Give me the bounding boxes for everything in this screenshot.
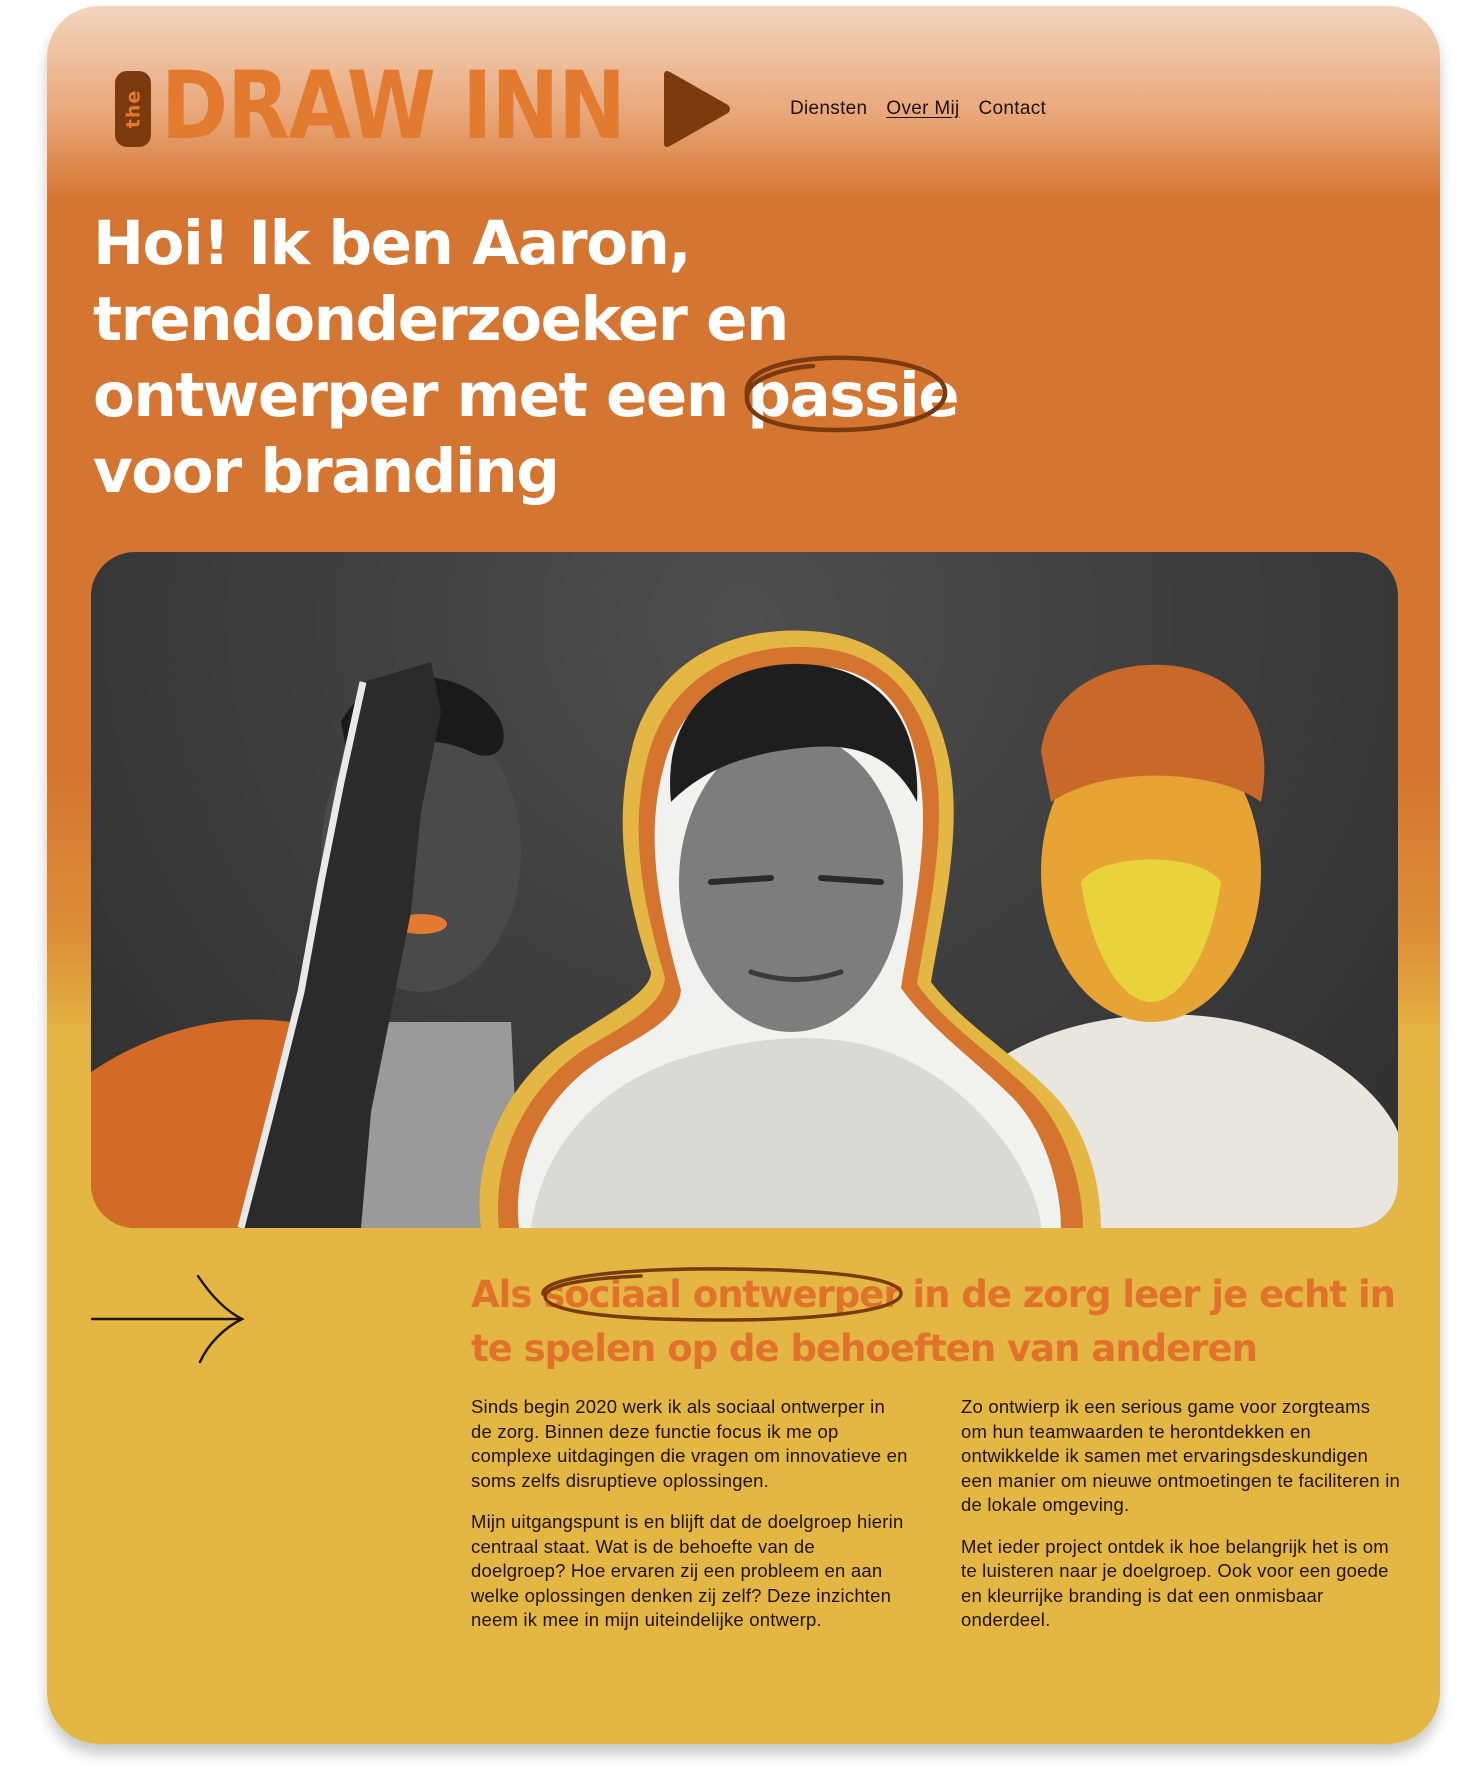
page-frame <box>47 6 1440 1744</box>
logo-prefix-badge <box>115 71 151 147</box>
logo-wordmark: DRAW INN <box>161 52 626 161</box>
main-nav <box>790 98 1046 120</box>
arrow-right-icon <box>90 1274 245 1364</box>
hero-headline-highlight <box>747 358 958 434</box>
about-subheading <box>471 1268 1401 1376</box>
about-column-right <box>961 1395 1401 1650</box>
play-icon <box>660 69 732 149</box>
subheading-highlight <box>543 1268 900 1322</box>
hero-headline-end: voor branding <box>93 436 559 507</box>
site-logo[interactable] <box>115 52 735 161</box>
hero-headline-start: Hoi! Ik ben Aaron, trendonderzoeker en ontwerper met een <box>93 208 788 431</box>
about-column-left <box>471 1395 911 1650</box>
about-paragraph: Met ieder project ontdek ik hoe belangrijk het is om te luisteren naar je doelgroep. Ook voor een goede en kleurrijke branding is dat een onmisbaar onderdeel. <box>961 1535 1389 1630</box>
hero-headline <box>93 206 1093 510</box>
logo-prefix: the <box>122 89 144 129</box>
about-paragraph: Sinds begin 2020 werk ik als sociaal ontwerper in de zorg. Binnen deze functie focus ik me op complexe uitdagingen die vragen om innovatieve en soms zelfs disruptieve oplossingen. <box>471 1396 908 1491</box>
subheading-end: in de zorg leer je echt in te spelen op de behoeften van anderen <box>471 1273 1396 1370</box>
portrait-collage <box>91 552 1398 1228</box>
about-paragraph: Zo ontwierp ik een serious game voor zorgteams om hun teamwaarden te herontdekken en ontwikkelde ik samen met ervaringsdeskundigen een manier om nieuwe ontmoetingen te faciliteren in de lokale omgeving. <box>961 1396 1401 1515</box>
about-paragraph: Mijn uitgangspunt is en blijft dat de doelgroep hierin centraal staat. Wat is de behoefte van de doelgroep? Hoe ervaren zij een probleem en aan welke oplossingen denken zij zelf? Deze inzichten neem ik mee in mijn uiteindelijke ontwerp. <box>471 1511 904 1630</box>
highlight-phrase: sociaal ontwerper <box>543 1273 901 1316</box>
subheading-start: Als <box>471 1273 544 1316</box>
highlight-word: passie <box>747 360 959 431</box>
hero-image <box>91 552 1398 1228</box>
nav-contact[interactable]: Contact <box>978 98 1047 119</box>
nav-over-mij[interactable]: Over Mij <box>886 98 960 119</box>
nav-diensten[interactable]: Diensten <box>790 98 868 119</box>
